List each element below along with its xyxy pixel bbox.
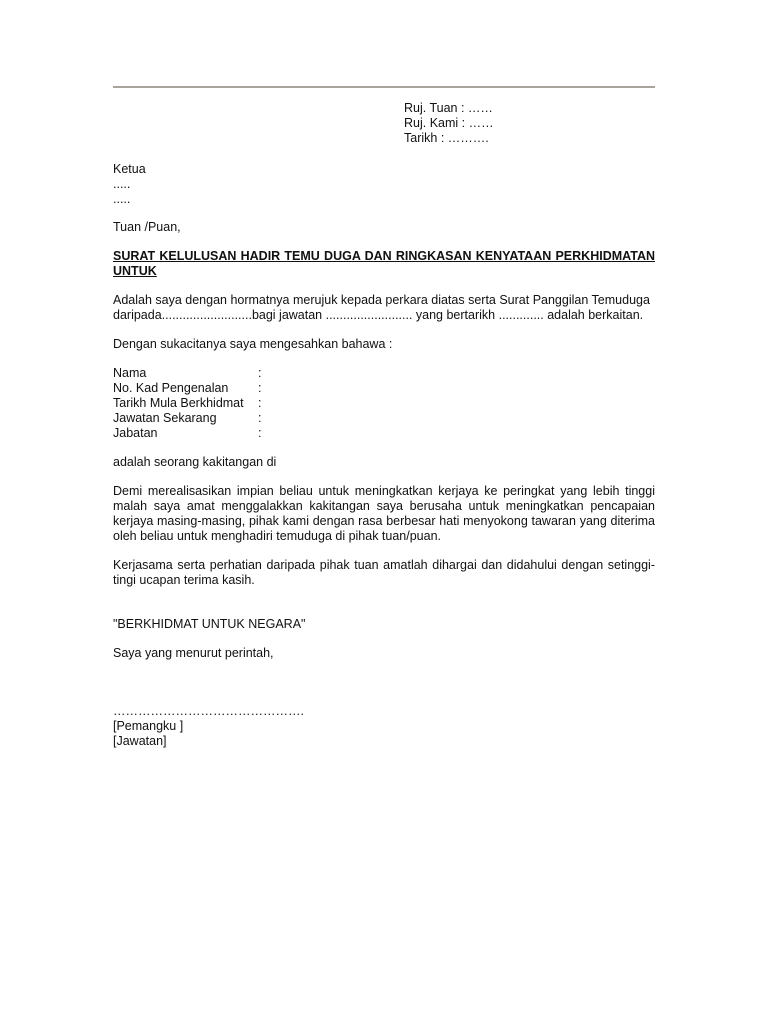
recipient-title: Ketua	[113, 162, 146, 176]
detail-colon: :	[258, 381, 262, 395]
letter-heading: SURAT KELULUSAN HADIR TEMU DUGA DAN RINGKASAN KENYATAAN PERKHIDMATAN UNTUK	[113, 249, 655, 278]
detail-row	[113, 366, 655, 381]
paragraph-reference-line-1: Adalah saya dengan hormatnya merujuk kepada perkara diatas serta Surat Panggilan Temuduga	[113, 293, 650, 307]
ruj-tuan: Ruj. Tuan : ……	[404, 101, 493, 115]
letter-body	[113, 162, 655, 749]
detail-colon: :	[258, 411, 262, 425]
staff-details	[113, 366, 655, 441]
paragraph-reference	[113, 293, 655, 323]
detail-colon: :	[258, 366, 262, 380]
detail-row	[113, 396, 655, 411]
detail-row	[113, 411, 655, 426]
signature-name: [Pemangku ]	[113, 719, 184, 733]
signature-position: [Jawatan]	[113, 734, 167, 748]
paragraph-thanks: Kerjasama serta perhatian daripada pihak tuan amatlah dihargai dan didahului dengan setinggi-tingi ucapan terima kasih.	[113, 558, 655, 587]
recipient-line-2: .....	[113, 192, 131, 206]
ruj-kami: Ruj. Kami : ……	[404, 116, 494, 130]
paragraph-reference-line-2: daripada..........................bagi jawatan ......................... yang bertarikh ............. adalah berkaitan.	[113, 308, 644, 322]
detail-colon: :	[258, 396, 262, 410]
detail-colon: :	[258, 426, 262, 440]
detail-row	[113, 426, 655, 441]
detail-label: Tarikh Mula Berkhidmat	[113, 396, 244, 410]
salutation: Tuan /Puan,	[113, 220, 181, 234]
signature-block	[113, 704, 655, 749]
detail-row	[113, 381, 655, 396]
reference-block	[404, 101, 494, 146]
staff-line: adalah seorang kakitangan di	[113, 455, 277, 469]
motto: "BERKHIDMAT UNTUK NEGARA"	[113, 617, 306, 631]
paragraph-support: Demi merealisasikan impian beliau untuk meningkatkan kerjaya ke peringkat yang lebih tinggi malah saya amat menggalakkan kakitangan saya berusaha untuk meningkatkan pencapaian kerjaya masing-masing, pihak kami dengan rasa berbesar hati menyokong tawaran yang diterima oleh beliau untuk menghadiri temuduga di pihak tuan/puan.	[113, 484, 655, 543]
closing-line: Saya yang menurut perintah,	[113, 646, 274, 660]
detail-label: No. Kad Pengenalan	[113, 381, 229, 395]
header-rule	[113, 86, 655, 88]
tarikh: Tarikh : ……….	[404, 131, 489, 145]
signature-dots: ……………………………………….	[113, 704, 304, 718]
confirmation-line: Dengan sukacitanya saya mengesahkan bahawa :	[113, 337, 393, 351]
detail-label: Jabatan	[113, 426, 158, 440]
recipient-line-1: .....	[113, 177, 131, 191]
recipient-block	[113, 162, 655, 207]
detail-label: Jawatan Sekarang	[113, 411, 217, 425]
detail-label: Nama	[113, 366, 147, 380]
